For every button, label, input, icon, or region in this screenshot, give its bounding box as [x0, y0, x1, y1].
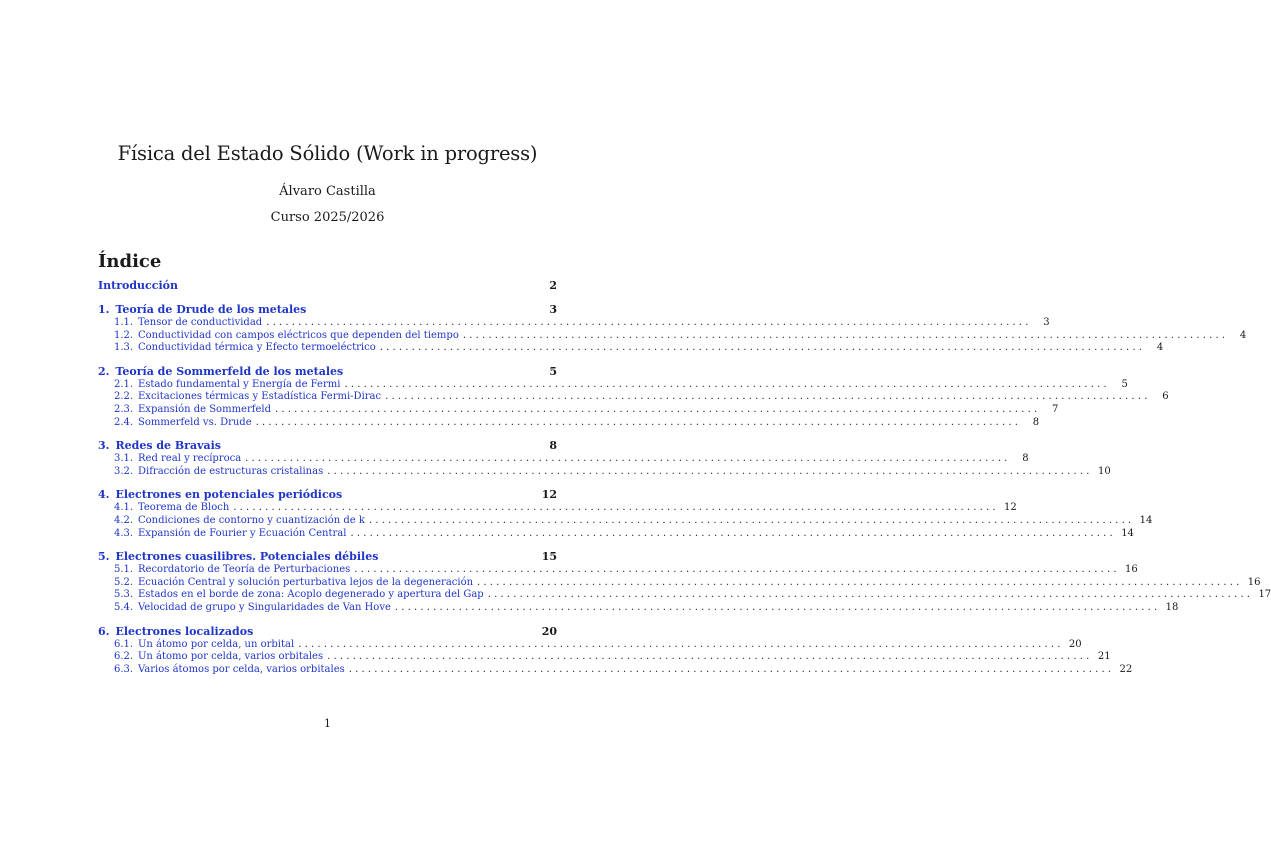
- table-of-contents: [98, 279, 1271, 686]
- toc-section-number[interactable]: 5.2.: [114, 576, 134, 588]
- page-number: 1: [324, 717, 331, 730]
- toc-section-number[interactable]: 4.3.: [114, 527, 134, 539]
- toc-leader-dots: ........................................................................................................................: [298, 638, 1064, 650]
- toc-chapter-page: 12: [541, 488, 557, 502]
- toc-section-entry[interactable]: [98, 589, 1271, 602]
- toc-section-page: 12: [1003, 502, 1017, 514]
- toc-section-page: 20: [1068, 638, 1082, 650]
- toc-chapter-group: [98, 550, 1271, 614]
- toc-section-title[interactable]: Estados en el borde de zona: Acoplo degenerado y apertura del Gap: [138, 589, 484, 601]
- toc-chapter-page: 8: [549, 439, 557, 453]
- toc-chapter-page: 20: [541, 624, 557, 638]
- toc-chapter-number[interactable]: 6.: [98, 624, 110, 638]
- toc-entry-introduction[interactable]: [98, 279, 557, 293]
- toc-section-number[interactable]: 6.2.: [114, 651, 134, 663]
- toc-chapter-title-wrap[interactable]: [98, 625, 253, 639]
- toc-chapter-entry[interactable]: [98, 439, 557, 453]
- toc-section-page: 16: [1247, 576, 1261, 588]
- toc-chapter-number[interactable]: 4.: [98, 488, 110, 502]
- toc-section-entry[interactable]: [98, 329, 1247, 343]
- toc-section-page: 14: [1121, 527, 1134, 539]
- toc-section-entry[interactable]: [98, 416, 1040, 430]
- toc-chapter-number[interactable]: 2.: [98, 364, 110, 378]
- toc-chapter-title[interactable]: Redes de Bravais: [115, 439, 221, 453]
- toc-section-number[interactable]: 2.1.: [114, 378, 134, 390]
- toc-section-number[interactable]: 5.3.: [114, 589, 134, 601]
- toc-chapter-title[interactable]: Teoría de Drude de los metales: [115, 303, 307, 316]
- toc-section-number[interactable]: 2.2.: [114, 391, 134, 403]
- toc-section-number[interactable]: 3.2.: [114, 465, 134, 477]
- toc-section-title[interactable]: Un átomo por celda, varios orbitales: [138, 651, 324, 663]
- toc-section-entry[interactable]: [98, 651, 1111, 664]
- toc-chapter-page: 3: [549, 303, 557, 316]
- toc-section-page: 5: [1121, 378, 1128, 390]
- toc-chapter-group: [98, 364, 1169, 429]
- toc-section-entry[interactable]: [98, 576, 1261, 590]
- toc-section-entry[interactable]: [98, 403, 1059, 417]
- toc-section-number[interactable]: 4.1.: [114, 502, 134, 514]
- toc-section-number[interactable]: 3.1.: [114, 453, 134, 465]
- toc-section-title[interactable]: Red real y recíproca: [138, 453, 242, 465]
- toc-leader-dots: ........................................................................................................................: [255, 416, 1022, 428]
- toc-section-entry[interactable]: [98, 378, 1128, 392]
- toc-section-number[interactable]: 2.4.: [114, 416, 134, 428]
- toc-chapters: [98, 303, 1271, 676]
- toc-section-entry[interactable]: [98, 391, 1169, 404]
- toc-leader-dots: ........................................................................................................................: [379, 342, 1146, 354]
- toc-chapter-number[interactable]: 1.: [98, 303, 110, 316]
- toc-section-list: [98, 378, 1169, 429]
- toc-section-entry[interactable]: [98, 317, 1050, 330]
- toc-leader-dots: ........................................................................................................................: [368, 514, 1135, 526]
- toc-section-title[interactable]: Velocidad de grupo y Singularidades de Van Hove: [138, 601, 391, 613]
- toc-chapter-entry[interactable]: [98, 550, 557, 564]
- toc-section-entry[interactable]: [98, 342, 1164, 355]
- toc-section-number[interactable]: 1.3.: [114, 342, 134, 354]
- toc-leader-dots: ........................................................................................................................: [385, 391, 1151, 403]
- toc-section-page: 6: [1162, 391, 1169, 403]
- toc-chapter-title[interactable]: Electrones en potenciales periódicos: [115, 488, 343, 502]
- toc-chapter-number[interactable]: 5.: [98, 550, 110, 564]
- toc-section-number[interactable]: 5.4.: [114, 601, 134, 613]
- toc-section-list: [98, 502, 1153, 540]
- toc-chapter-title-wrap[interactable]: [98, 303, 306, 317]
- toc-entry-label[interactable]: Introducción: [98, 279, 178, 292]
- toc-chapter-number[interactable]: 3.: [98, 439, 110, 453]
- toc-section-page: 16: [1124, 564, 1138, 576]
- toc-section-list: [98, 317, 1247, 355]
- toc-chapter-entry[interactable]: [98, 625, 557, 639]
- toc-section-title[interactable]: Excitaciones térmicas y Estadística Fermi-Dirac: [138, 391, 382, 403]
- toc-section-number[interactable]: 6.3.: [114, 663, 134, 675]
- toc-section-page: 8: [1022, 453, 1029, 465]
- toc-entry-page: 2: [549, 279, 557, 292]
- toc-chapter-entry[interactable]: [98, 488, 557, 502]
- toc-leader-dots: ........................................................................................................................: [266, 317, 1032, 328]
- toc-section-number[interactable]: 4.2.: [114, 514, 134, 526]
- toc-section-title[interactable]: Expansión de Fourier y Ecuación Central: [138, 527, 347, 539]
- toc-section-title[interactable]: Sommerfeld vs. Drude: [138, 416, 252, 428]
- toc-section-number[interactable]: 2.3.: [114, 403, 134, 415]
- toc-leader-dots: ........................................................................................................................: [233, 502, 999, 514]
- toc-leader-dots: ........................................................................................................................: [477, 576, 1243, 588]
- toc-section-entry[interactable]: [98, 465, 1111, 479]
- toc-section-list: [98, 564, 1271, 614]
- toc-chapter-title[interactable]: Electrones localizados: [115, 624, 254, 638]
- toc-section-page: 4: [1156, 342, 1164, 354]
- toc-leader-dots: ........................................................................................................................: [462, 329, 1229, 341]
- toc-chapter-title-wrap[interactable]: [98, 488, 342, 502]
- toc-section-title[interactable]: Condiciones de contorno y cuantización de k: [138, 514, 365, 526]
- toc-chapter-title[interactable]: Electrones cuasilibres. Potenciales débiles: [115, 550, 379, 564]
- toc-section-title[interactable]: Teorema de Bloch: [138, 502, 230, 514]
- toc-section-title[interactable]: Ecuación Central y solución perturbativa lejos de la degeneración: [138, 576, 474, 588]
- toc-section-page: 7: [1052, 403, 1059, 415]
- toc-section-entry[interactable]: [98, 638, 1082, 652]
- toc-section-page: 14: [1139, 514, 1153, 526]
- toc-section-entry[interactable]: [98, 564, 1138, 577]
- toc-leader-dots: ........................................................................................................................: [487, 589, 1254, 601]
- toc-section-page: 8: [1032, 416, 1040, 428]
- toc-chapter-page: 15: [541, 550, 557, 564]
- toc-chapter-page: 5: [549, 364, 557, 378]
- toc-section-title[interactable]: Recordatorio de Teoría de Perturbaciones: [138, 564, 351, 576]
- toc-leader-dots: ........................................................................................................................: [245, 453, 1011, 465]
- toc-section-title[interactable]: Varios átomos por celda, varios orbitales: [138, 663, 345, 675]
- toc-section-number[interactable]: 6.1.: [114, 638, 134, 650]
- toc-section-title[interactable]: Estado fundamental y Energía de Fermi: [138, 378, 341, 390]
- toc-section-list: [98, 638, 1133, 677]
- toc-section-title[interactable]: Tensor de conductividad: [138, 317, 263, 328]
- toc-chapter-title-wrap[interactable]: [98, 365, 343, 379]
- toc-chapter-group: [98, 303, 1247, 355]
- toc-leader-dots: ........................................................................................................................: [327, 651, 1093, 663]
- document-title: Física del Estado Sólido (Work in progress): [117, 142, 538, 165]
- document-author: Álvaro Castilla: [279, 184, 376, 199]
- toc-section-page: 3: [1043, 317, 1050, 328]
- toc-section-page: 22: [1119, 663, 1133, 675]
- toc-chapter-group: [98, 624, 1133, 677]
- toc-section-page: 21: [1097, 651, 1111, 663]
- toc-leader-dots: ........................................................................................................................: [274, 403, 1041, 415]
- toc-chapter-entry[interactable]: [98, 365, 557, 379]
- toc-section-number[interactable]: 5.1.: [114, 564, 134, 576]
- toc-leader-dots: ........................................................................................................................: [394, 601, 1161, 613]
- toc-section-number[interactable]: 1.1.: [114, 317, 134, 328]
- toc-chapter-title-wrap[interactable]: [98, 550, 378, 564]
- toc-chapter-group: [98, 488, 1153, 540]
- toc-section-title[interactable]: Un átomo por celda, un orbital: [138, 638, 295, 650]
- toc-section-entry[interactable]: [98, 502, 1017, 515]
- toc-section-list: [98, 453, 1111, 478]
- toc-section-title[interactable]: Conductividad térmica y Efecto termoeléctrico: [138, 342, 376, 354]
- toc-section-entry[interactable]: [98, 663, 1133, 677]
- document-date: Curso 2025/2026: [270, 210, 385, 225]
- toc-leader-dots: ........................................................................................................................: [327, 465, 1093, 477]
- toc-section-entry[interactable]: [98, 453, 1029, 466]
- toc-section-number[interactable]: 1.2.: [114, 329, 134, 341]
- toc-leader-dots: ........................................................................................................................: [354, 564, 1120, 576]
- toc-heading: Índice: [98, 251, 162, 272]
- toc-section-page: 10: [1097, 465, 1111, 477]
- toc-section-entry[interactable]: [98, 601, 1179, 615]
- toc-section-page: 4: [1239, 329, 1247, 341]
- toc-section-entry[interactable]: [98, 527, 1134, 541]
- toc-leader-dots: ........................................................................................................................: [350, 527, 1116, 539]
- toc-leader-dots: ........................................................................................................................: [344, 378, 1110, 390]
- toc-section-page: 18: [1165, 601, 1179, 613]
- toc-chapter-title[interactable]: Teoría de Sommerfeld de los metales: [115, 364, 344, 378]
- toc-section-entry[interactable]: [98, 514, 1153, 528]
- toc-section-title[interactable]: Conductividad con campos eléctricos que dependen del tiempo: [138, 329, 459, 341]
- toc-section-title[interactable]: Difracción de estructuras cristalinas: [138, 465, 324, 477]
- toc-chapter-entry[interactable]: [98, 303, 557, 317]
- toc-section-title[interactable]: Expansión de Sommerfeld: [138, 403, 271, 415]
- toc-chapter-title-wrap[interactable]: [98, 439, 221, 453]
- toc-leader-dots: ........................................................................................................................: [348, 663, 1115, 675]
- toc-section-page: 17: [1258, 589, 1271, 601]
- toc-chapter-group: [98, 439, 1111, 478]
